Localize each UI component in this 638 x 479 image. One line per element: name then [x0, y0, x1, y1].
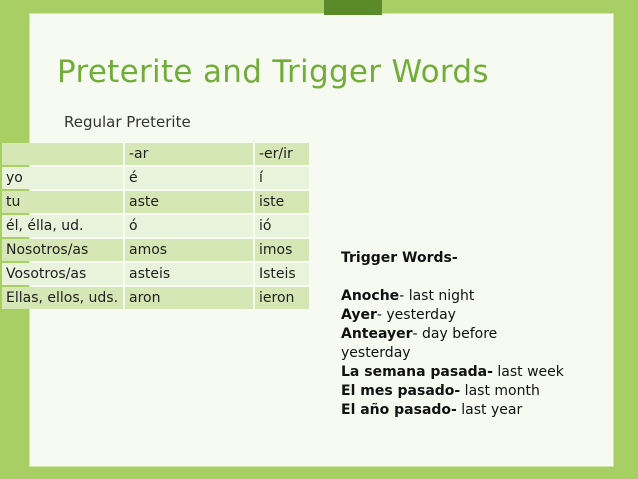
slide-tab	[324, 0, 382, 15]
trigger-term: Anoche	[341, 288, 400, 304]
trigger-term: Ayer	[341, 307, 377, 323]
table-header-row	[2, 143, 311, 165]
table-cell: é	[125, 167, 255, 189]
table-cell: Isteis	[255, 263, 311, 285]
table-row	[2, 287, 311, 309]
trigger-desc: - yesterday	[376, 307, 456, 323]
slide-subtitle: Regular Preterite	[64, 113, 191, 131]
trigger-item	[341, 287, 591, 306]
table-row	[2, 239, 311, 261]
trigger-term: El año pasado-	[341, 402, 457, 418]
table-cell: -er/ir	[255, 143, 311, 165]
trigger-item	[341, 363, 591, 382]
trigger-desc: last week	[492, 364, 564, 380]
trigger-desc: last month	[460, 383, 540, 399]
right-border	[616, 0, 638, 479]
table-row	[2, 191, 311, 213]
table-cell: iste	[255, 191, 311, 213]
table-cell: asteis	[125, 263, 255, 285]
trigger-term: El mes pasado-	[341, 383, 461, 399]
trigger-item	[341, 382, 591, 401]
table-cell: tu	[2, 191, 125, 213]
trigger-item	[341, 401, 591, 420]
slide-title: Preterite and Trigger Words	[57, 54, 489, 90]
trigger-desc: last year	[456, 402, 523, 418]
trigger-item	[341, 306, 591, 325]
trigger-words-box	[341, 249, 591, 420]
table-cell: ió	[255, 215, 311, 237]
trigger-item	[341, 325, 591, 344]
trigger-desc: - last night	[399, 288, 475, 304]
trigger-item	[341, 344, 591, 363]
table-cell: amos	[125, 239, 255, 261]
trigger-term: Anteayer	[341, 326, 413, 342]
trigger-heading: Trigger Words-	[341, 250, 458, 266]
trigger-desc: yesterday	[341, 345, 411, 361]
table-cell: Nosotros/as	[2, 239, 125, 261]
table-cell: él, élla, ud.	[2, 215, 125, 237]
conjugation-table	[2, 141, 311, 311]
table-cell: aste	[125, 191, 255, 213]
table-cell: ó	[125, 215, 255, 237]
table-cell: aron	[125, 287, 255, 309]
table-cell	[2, 143, 125, 165]
table-cell: í	[255, 167, 311, 189]
table-row	[2, 167, 311, 189]
table-cell: -ar	[125, 143, 255, 165]
table-cell: imos	[255, 239, 311, 261]
table-cell: ieron	[255, 287, 311, 309]
table-row	[2, 215, 311, 237]
table-cell: Vosotros/as	[2, 263, 125, 285]
table-cell: Ellas, ellos, uds.	[2, 287, 125, 309]
trigger-term: La semana pasada-	[341, 364, 493, 380]
trigger-desc: - day before	[412, 326, 498, 342]
table-cell: yo	[2, 167, 125, 189]
table-row	[2, 263, 311, 285]
